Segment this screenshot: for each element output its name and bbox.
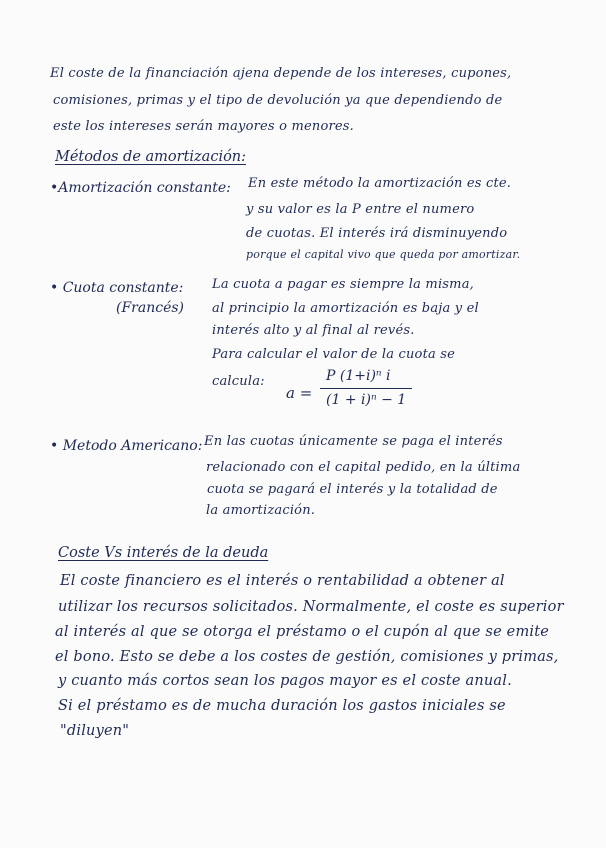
frances-label: • Cuota constante: bbox=[50, 280, 184, 296]
americano-line-4: la amortización. bbox=[206, 503, 316, 518]
constante-line-2: y su valor es la P entre el numero bbox=[246, 202, 475, 217]
frances-line-4: Para calcular el valor de la cuota se bbox=[212, 347, 456, 362]
intro-line-1: El coste de la financiación ajena depende de los intereses, cupones, bbox=[50, 66, 512, 81]
coste-line-2: utilizar los recursos solicitados. Normalmente, el coste es superior bbox=[58, 599, 564, 615]
coste-line-6: Si el préstamo es de mucha duración los gastos iniciales se bbox=[58, 698, 506, 714]
constante-line-3: de cuotas. El interés irá disminuyendo bbox=[246, 226, 508, 241]
frances-line-2: al principio la amortización es baja y el bbox=[212, 301, 479, 316]
constante-line-4: porque el capital vivo que queda por amortizar. bbox=[246, 248, 521, 261]
formula-lhs: a = bbox=[286, 384, 313, 402]
formula-numerator: P (1+i)ⁿ i bbox=[326, 368, 391, 384]
intro-line-2: comisiones, primas y el tipo de devolución ya que dependiendo de bbox=[53, 93, 503, 108]
coste-heading: Coste Vs interés de la deuda bbox=[58, 545, 269, 561]
constante-label: •Amortización constante: bbox=[50, 180, 231, 196]
intro-line-3: este los intereses serán mayores o menores. bbox=[53, 119, 355, 134]
constante-line-1: En este método la amortización es cte. bbox=[248, 176, 512, 191]
frances-line-3: interés alto y al final al revés. bbox=[212, 323, 415, 338]
frances-sublabel: (Francés) bbox=[116, 300, 185, 316]
frances-line-1: La cuota a pagar es siempre la misma, bbox=[212, 277, 474, 292]
coste-line-1: El coste financiero es el interés o rentabilidad a obtener al bbox=[60, 573, 505, 589]
americano-line-1: En las cuotas únicamente se paga el interés bbox=[204, 434, 503, 449]
americano-line-2: relacionado con el capital pedido, en la última bbox=[206, 460, 521, 475]
formula-fraction-bar bbox=[320, 388, 412, 389]
coste-line-4: el bono. Esto se debe a los costes de gestión, comisiones y primas, bbox=[55, 649, 559, 665]
coste-line-3: al interés al que se otorga el préstamo o el cupón al que se emite bbox=[55, 624, 550, 640]
formula-denominator: (1 + i)ⁿ − 1 bbox=[326, 392, 407, 408]
frances-line-5: calcula: bbox=[212, 374, 265, 389]
americano-line-3: cuota se pagará el interés y la totalidad de bbox=[207, 482, 498, 497]
americano-label: • Metodo Americano: bbox=[50, 438, 203, 454]
coste-line-7: "diluyen" bbox=[60, 723, 130, 739]
metodos-heading: Métodos de amortización: bbox=[55, 149, 247, 165]
coste-line-5: y cuanto más cortos sean los pagos mayor es el coste anual. bbox=[58, 673, 512, 689]
